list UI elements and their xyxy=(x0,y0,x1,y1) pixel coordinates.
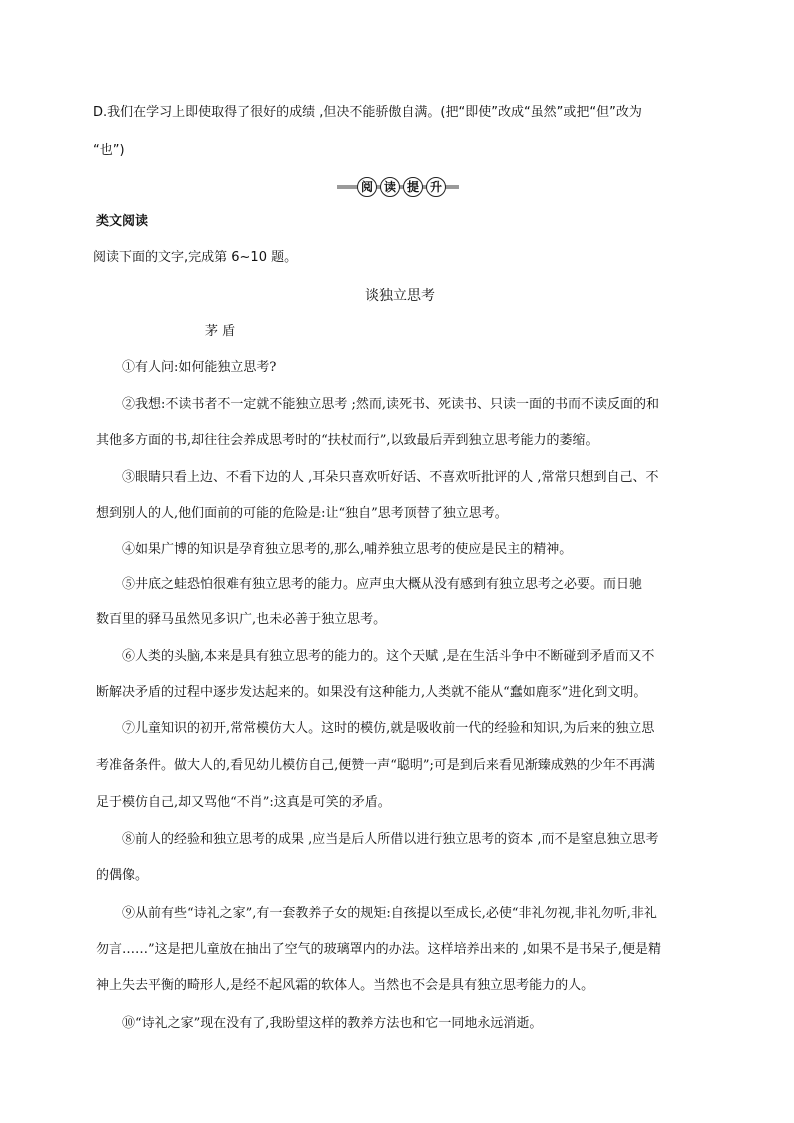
paragraph-3-line-1: ③眼睛只看上边、不看下边的人 ,耳朵只喜欢听好话、不喜欢听批评的人 ,常常只想到自己、不 xyxy=(122,470,659,485)
paragraph-4-line-1: ④如果广博的知识是孕育独立思考的,那么,哺养独立思考的使应是民主的精神。 xyxy=(122,542,573,557)
paragraph-6-line-1: ⑥人类的头脑,本来是具有独立思考的能力的。这个天赋 ,是在生活斗争中不断碰到矛盾而又不 xyxy=(122,649,655,664)
instruction-text: 阅读下面的文字,完成第 6~10 题。 xyxy=(93,250,298,265)
paragraph-9-line-1: ⑨从前有些“诗礼之家”,有一套教养子女的规矩:自孩提以至成长,必使“非礼勿视,非礼勿听,非礼 xyxy=(122,906,657,921)
banner-char: 升 xyxy=(426,177,446,197)
paragraph-7-line-3: 足于模仿自己,却又骂他“不肖”:这真是可笑的矛盾。 xyxy=(96,795,391,810)
article-author: 茅 盾 xyxy=(205,324,236,339)
paragraph-9-line-3: 神上失去平衡的畸形人,是经不起风霜的软体人。当然也不会是具有独立思考能力的人。 xyxy=(96,978,595,993)
paragraph-6-line-2: 断解决矛盾的过程中逐步发达起来的。如果没有这种能力,人类就不能从“蠢如鹿豕”进化到文明。 xyxy=(96,685,647,700)
question-d-line-2: “也”) xyxy=(93,143,125,158)
paragraph-2-line-2: 其他多方面的书,却往往会养成思考时的“扶杖而行”,以致最后弄到独立思考能力的萎缩。 xyxy=(96,433,599,448)
paragraph-5-line-1: ⑤井底之蛙恐怕很难有独立思考的能力。应声虫大概从没有感到有独立思考之必要。而日驰 xyxy=(122,577,643,592)
paragraph-7-line-1: ⑦儿童知识的初开,常常模仿大人。这时的模仿,就是吸收前一代的经验和知识,为后来的独立思 xyxy=(122,721,655,736)
section-heading: 类文阅读 xyxy=(96,214,149,229)
banner-char: 读 xyxy=(380,177,400,197)
banner-char: 阅 xyxy=(357,177,377,197)
paragraph-2-line-1: ②我想:不读书者不一定就不能独立思考 ;然而,读死书、死读书、只读一面的书而不读反面的和 xyxy=(122,397,660,412)
paragraph-8-line-1: ⑧前人的经验和独立思考的成果 ,应当是后人所借以进行独立思考的资本 ,而不是窒息独立思考 xyxy=(122,832,659,847)
paragraph-9-line-2: 勿言……”这是把儿童放在抽出了空气的玻璃罩内的办法。这样培养出来的 ,如果不是书呆子,便是精 xyxy=(96,942,662,957)
question-d-line-1: D.我们在学习上即使取得了很好的成绩 ,但决不能骄傲自满。(把“即使”改成“虽然”或把“但”改为 xyxy=(93,105,642,120)
paragraph-10-line-1: ⑩“诗礼之家”现在没有了,我盼望这样的教养方法也和它一同地永远消逝。 xyxy=(122,1016,543,1031)
paragraph-8-line-2: 的偶像。 xyxy=(96,868,149,883)
paragraph-1-line-1: ①有人问:如何能独立思考? xyxy=(122,360,277,375)
paragraph-3-line-2: 想到别人的人,他们面前的可能的危险是:让“独自”思考顶替了独立思考。 xyxy=(96,506,508,521)
banner-char: 提 xyxy=(403,177,423,197)
paragraph-7-line-2: 考准备条件。做大人的,看见幼儿模仿自己,便赞一声“聪明”;可是到后来看见渐臻成熟的少年不再满 xyxy=(96,758,655,773)
paragraph-5-line-2: 数百里的驿马虽然见多识广,也未必善于独立思考。 xyxy=(96,612,387,627)
section-banner xyxy=(337,177,459,197)
article-title: 谈独立思考 xyxy=(365,288,435,304)
